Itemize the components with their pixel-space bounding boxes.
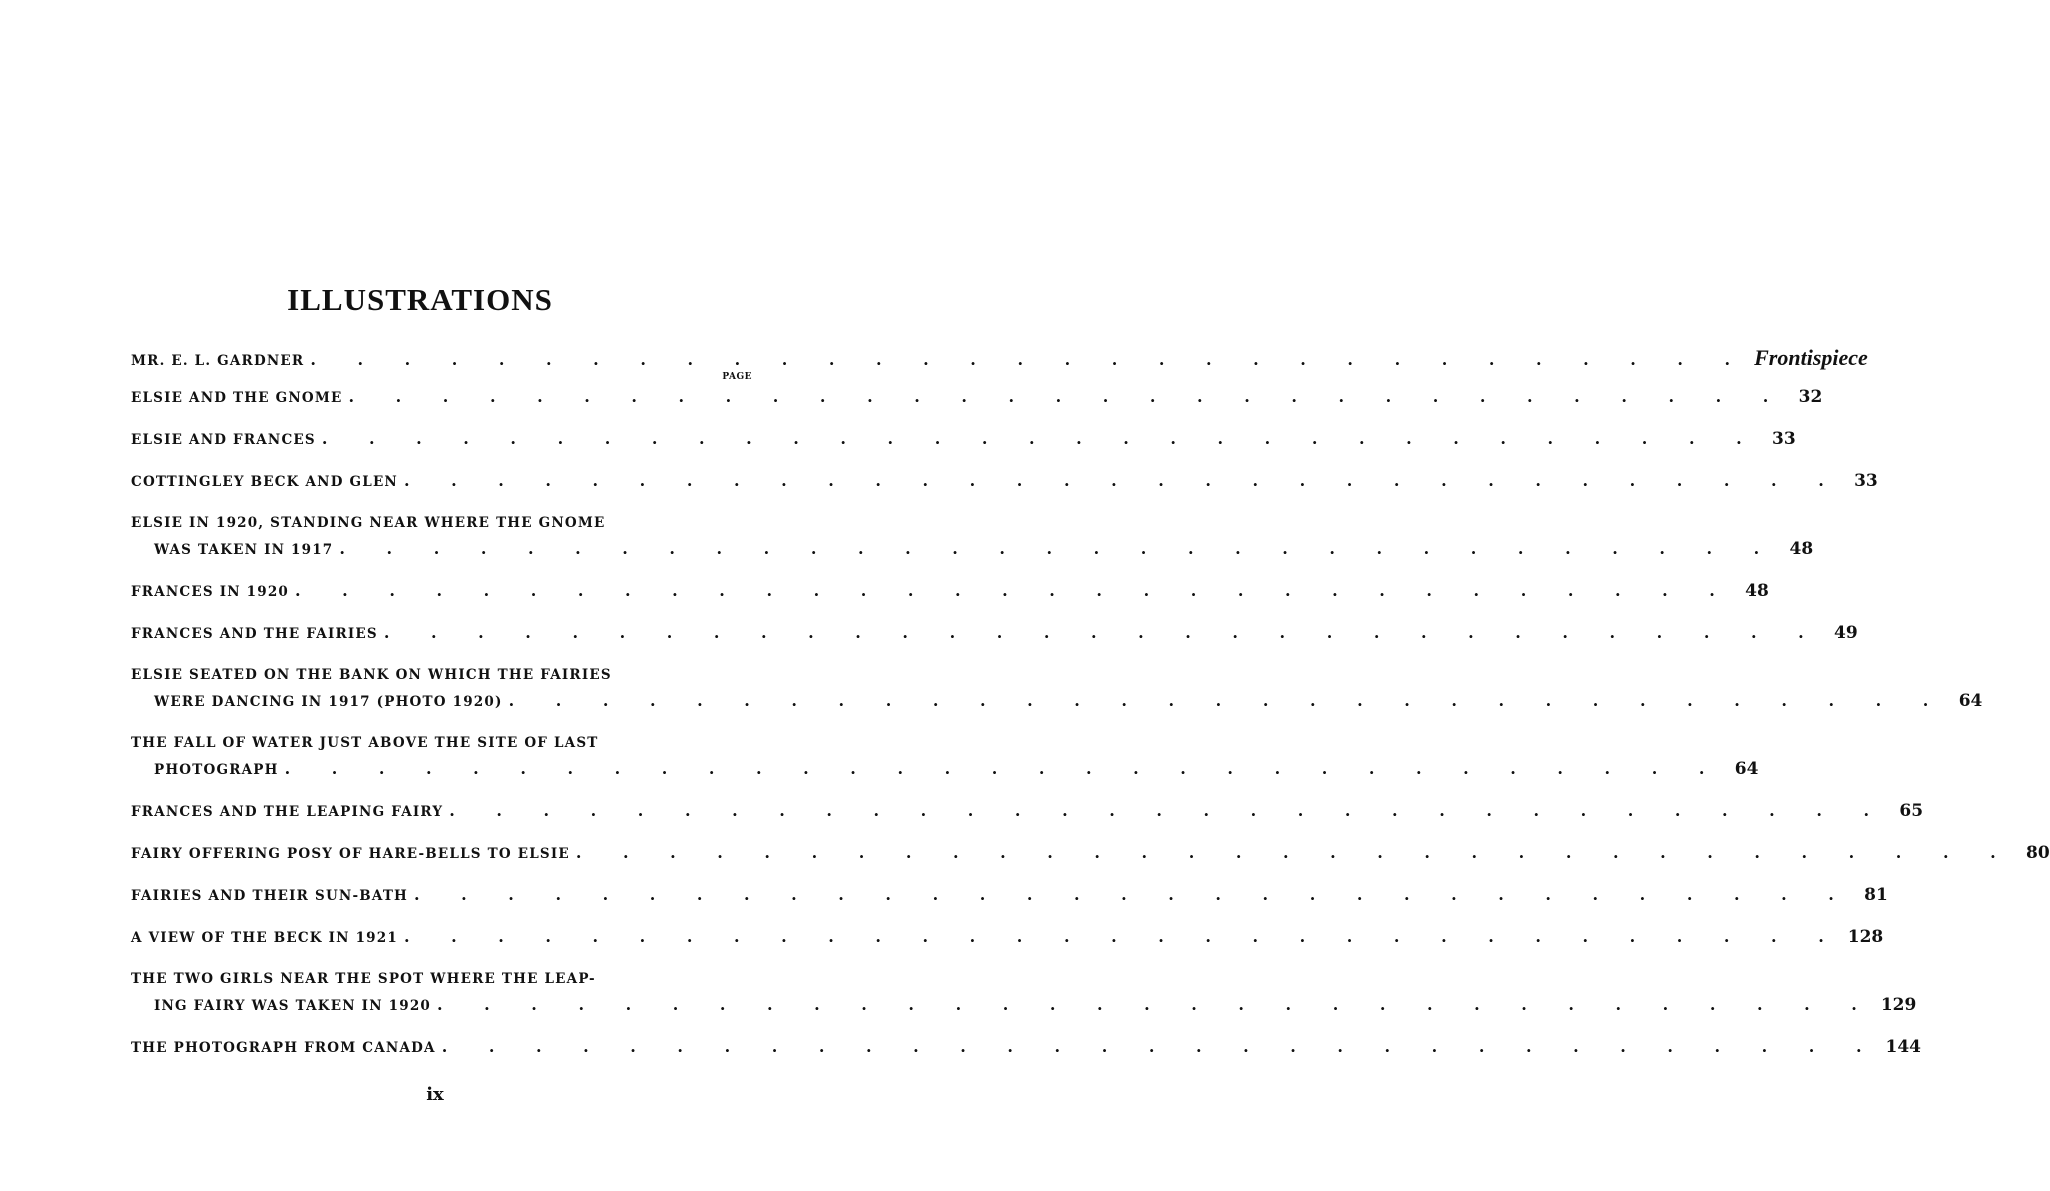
entry-title-continued: ING FAIRY WAS TAKEN IN 1920 [154, 998, 432, 1014]
entry-page: 32 [1798, 387, 1823, 407]
entry-title: FAIRY OFFERING POSY OF HARE-BELLS TO ELSIE [131, 846, 570, 862]
entry-page: 80 [2025, 843, 2050, 863]
entry-title: A VIEW OF THE BECK IN 1921 [131, 930, 398, 946]
entry-title: ELSIE SEATED ON THE BANK ON WHICH THE FAIRIES [131, 667, 612, 683]
entry-page: 144 [1885, 1037, 1922, 1057]
entry-title: MR. E. L. GARDNER [131, 353, 305, 369]
list-item [131, 510, 1814, 563]
list-item [131, 578, 1769, 605]
dot-leader: . . . . . . . . . . . . . . . . . . . . . . . . . . . . . . . [310, 350, 1749, 369]
entry-title: THE FALL OF WATER JUST ABOVE THE SITE OF LAST [131, 735, 599, 751]
entry-title-continued: WERE DANCING IN 1917 (PHOTO 1920) [154, 694, 503, 710]
list-item [131, 426, 1796, 453]
dot-leader: . . . . . . . . . . . . . . . . . . . . . . . . . . . . . . . [508, 691, 1947, 710]
entry-title: FRANCES AND THE LEAPING FAIRY [131, 804, 444, 820]
dot-leader: . . . . . . . . . . . . . . . . . . . . . . . . . . . . . . . [441, 1037, 1880, 1056]
dot-leader: . . . . . . . . . . . . . . . . . . . . . . . . . . . . . . . [403, 471, 1842, 490]
entry-title: ELSIE AND FRANCES [131, 432, 316, 448]
dot-leader: . . . . . . . . . . . . . . . . . . . . . . . . . . . . . . . [403, 927, 1842, 946]
entry-page: Frontispiece [1754, 345, 1868, 370]
entry-page: 81 [1864, 885, 1888, 905]
dot-leader: . . . . . . . . . . . . . . . . . . . . . . . . . . . . . . . [437, 995, 1875, 1014]
entry-page: 48 [1745, 581, 1769, 601]
entry-page: 33 [1854, 471, 1878, 491]
entry-title: THE TWO GIRLS NEAR THE SPOT WHERE THE LEAP- [131, 971, 596, 987]
list-item [131, 384, 1823, 411]
dot-leader: . . . . . . . . . . . . . . . . . . . . . . . . . . . . . . . [339, 539, 1778, 558]
list-item [131, 662, 1983, 715]
entry-title: ELSIE IN 1920, STANDING NEAR WHERE THE GNOME [131, 515, 606, 531]
entry-title: THE PHOTOGRAPH FROM CANADA [131, 1040, 436, 1056]
entry-title-continued: PHOTOGRAPH [154, 762, 279, 778]
page-column-label: PAGE [722, 372, 752, 382]
entry-title: FRANCES IN 1920 [131, 584, 290, 600]
page-title: ILLUSTRATIONS [287, 282, 553, 317]
list-item [131, 840, 2050, 867]
dot-leader: . . . . . . . . . . . . . . . . . . . . . . . . . . . . . . . [295, 581, 1733, 600]
entry-page: 64 [1958, 691, 1983, 711]
entry-page: 65 [1899, 801, 1924, 821]
dot-leader: . . . . . . . . . . . . . . . . . . . . . . . . . . . . . . . [321, 429, 1760, 448]
list-item [131, 1034, 1922, 1061]
entry-title: FRANCES AND THE FAIRIES [131, 626, 378, 642]
list-item [131, 468, 1878, 495]
entry-title: FAIRIES AND THEIR SUN-BATH [131, 888, 409, 904]
dot-leader: . . . . . . . . . . . . . . . . . . . . . . . . . . . . . . . [575, 843, 2014, 862]
dot-leader: . . . . . . . . . . . . . . . . . . . . . . . . . . . . . . . [284, 759, 1723, 778]
list-item [131, 345, 1868, 374]
list-item [131, 924, 1884, 951]
entry-title: COTTINGLEY BECK AND GLEN [131, 474, 398, 490]
dot-leader: . . . . . . . . . . . . . . . . . . . . . . . . . . . . . . . [348, 387, 1787, 406]
list-item [131, 882, 1888, 909]
dot-leader: . . . . . . . . . . . . . . . . . . . . . . . . . . . . . . . [449, 801, 1888, 820]
page-number: ix [426, 1084, 444, 1105]
entry-title-continued: WAS TAKEN IN 1917 [154, 542, 334, 558]
entry-page: 49 [1834, 623, 1858, 643]
list-item [131, 620, 1858, 647]
entry-page: 64 [1734, 759, 1759, 779]
entry-page: 48 [1789, 539, 1814, 559]
dot-leader: . . . . . . . . . . . . . . . . . . . . . . . . . . . . . . . [414, 885, 1852, 904]
dot-leader: . . . . . . . . . . . . . . . . . . . . . . . . . . . . . . . [383, 623, 1822, 642]
list-item [131, 966, 1917, 1019]
entry-page: 33 [1771, 429, 1796, 449]
list-item [131, 798, 1924, 825]
entry-page: 128 [1847, 927, 1884, 947]
list-item [131, 730, 1759, 783]
entry-page: 129 [1880, 995, 1917, 1015]
entry-title: ELSIE AND THE GNOME [131, 390, 343, 406]
illustrations-list [131, 345, 2050, 1061]
